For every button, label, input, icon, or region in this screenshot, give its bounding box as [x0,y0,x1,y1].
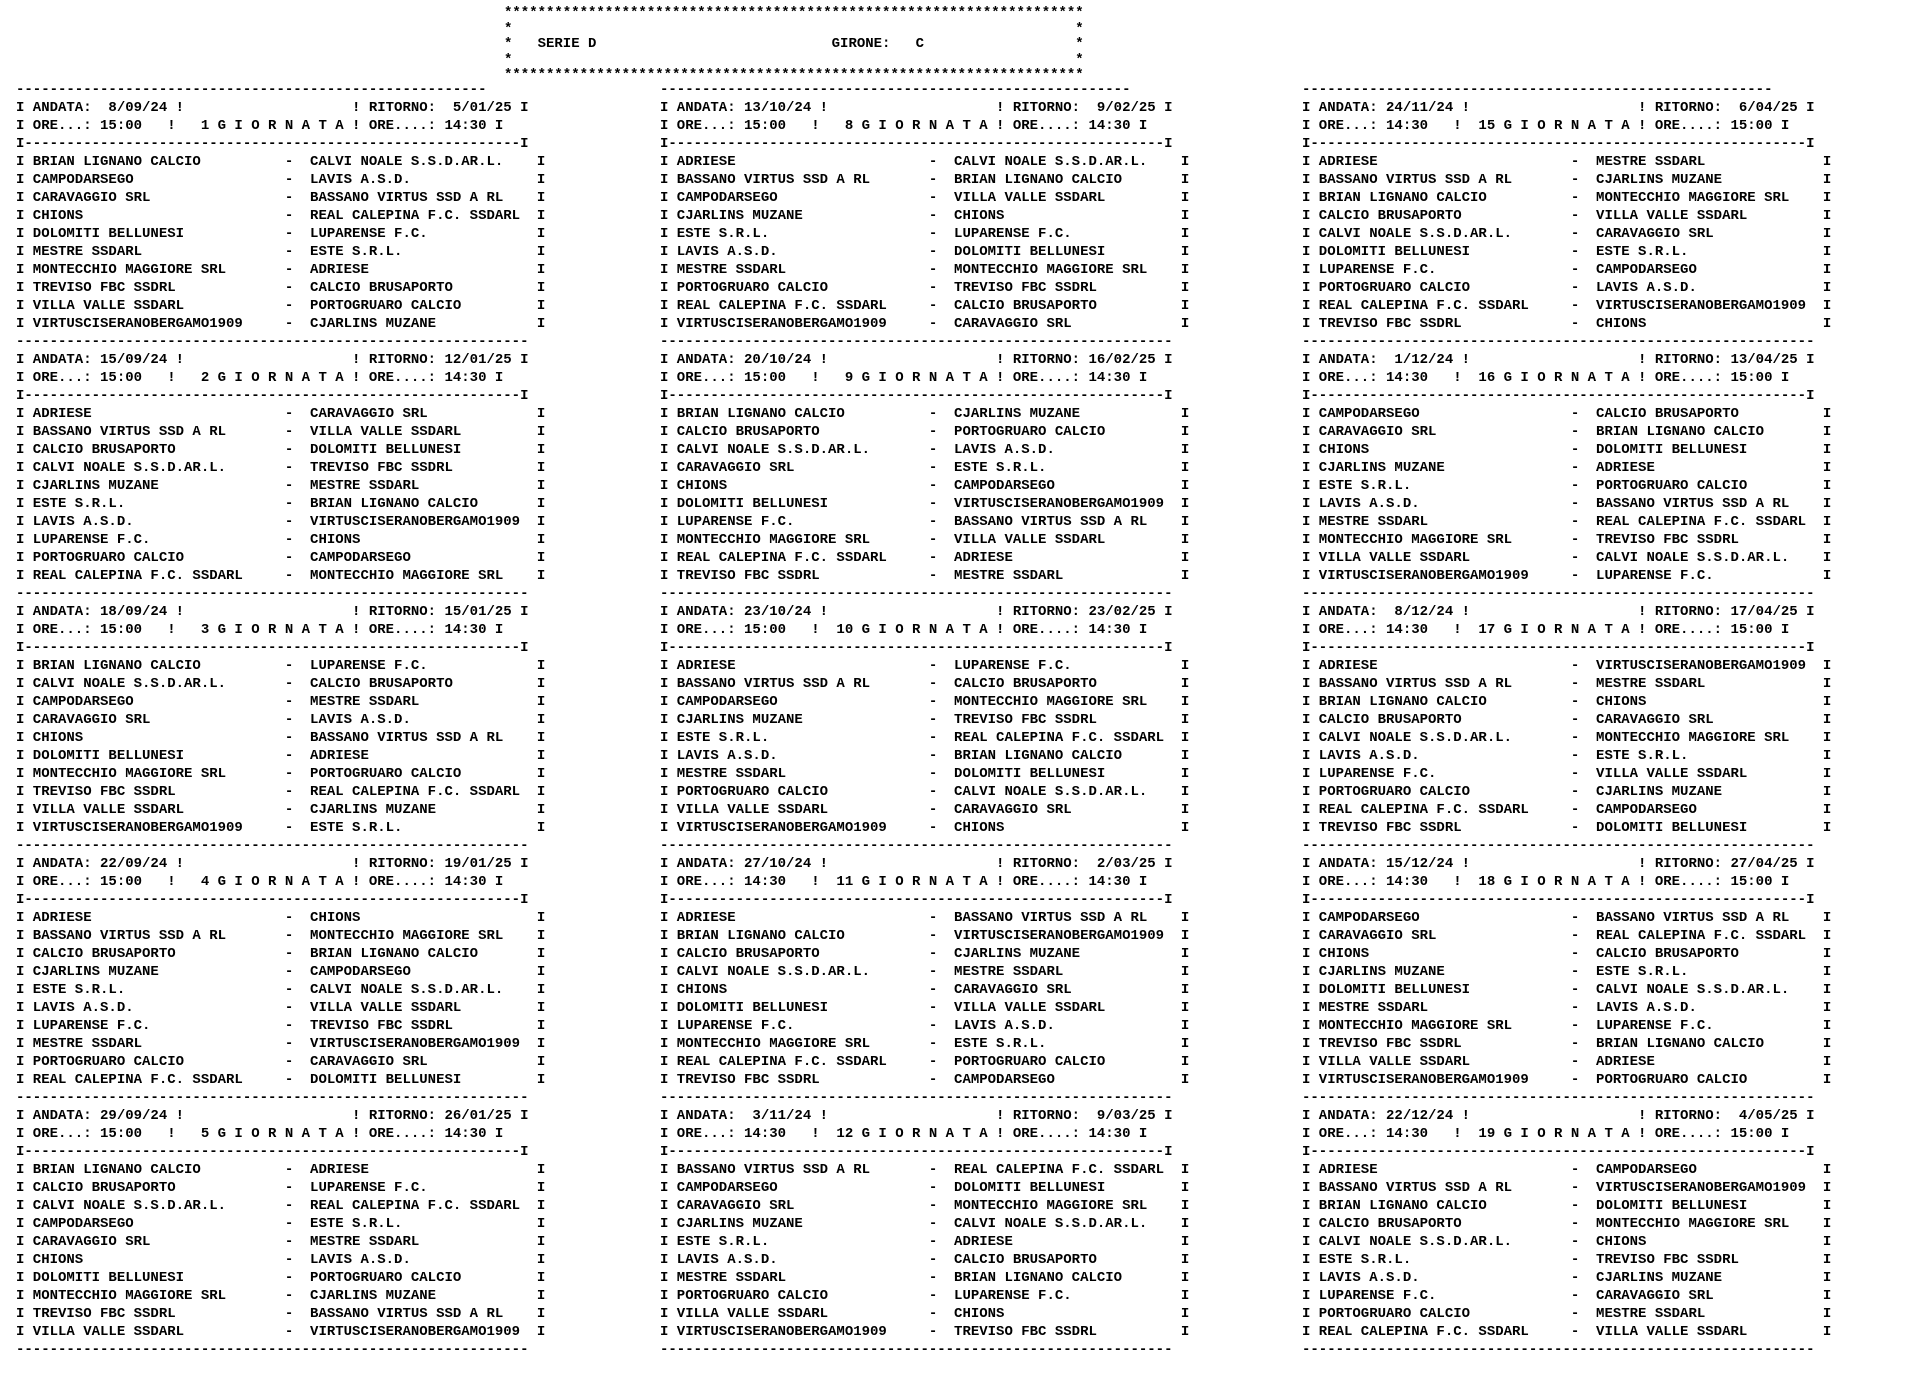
match-row: I VIRTUSCISERANOBERGAMO1909 - LUPARENSE F.C. I [1302,568,1832,584]
match-row: I LUPARENSE F.C. - BASSANO VIRTUS SSD A RL I [660,514,1190,530]
match-row: I PORTOGRUARO CALCIO - CALVI NOALE S.S.D.AR.L. I [660,784,1190,800]
match-row: I CARAVAGGIO SRL - REAL CALEPINA F.C. SSDARL I [1302,928,1832,944]
match-row: I ADRIESE - CAMPODARSEGO I [1302,1162,1832,1178]
divider: I-----------------------------------------------------------I [16,1144,529,1160]
match-row: I BASSANO VIRTUS SSD A RL - REAL CALEPINA F.C. SSDARL I [660,1162,1190,1178]
match-row: I MONTECCHIO MAGGIORE SRL - PORTOGRUARO CALCIO I [16,766,546,782]
divider: ------------------------------------------------------------- [1302,838,1815,854]
match-row: I CJARLINS MUZANE - CHIONS I [660,208,1190,224]
divider: ------------------------------------------------------------- [1302,586,1815,602]
match-row: I TREVISO FBC SSDRL - REAL CALEPINA F.C. SSDARL I [16,784,546,800]
match-row: I BRIAN LIGNANO CALCIO - CJARLINS MUZANE I [660,406,1190,422]
match-row: I BRIAN LIGNANO CALCIO - VIRTUSCISERANOBERGAMO1909 I [660,928,1190,944]
match-row: I CHIONS - DOLOMITI BELLUNESI I [1302,442,1832,458]
round-times-line: I ORE...: 14:30 ! 19 G I O R N A T A ! ORE....: 15:00 I [1302,1126,1790,1142]
round-dates-line: I ANDATA: 13/10/24 ! ! RITORNO: 9/02/25 I [660,100,1173,116]
match-row: I PORTOGRUARO CALCIO - LUPARENSE F.C. I [660,1288,1190,1304]
match-row: I LAVIS A.S.D. - CALCIO BRUSAPORTO I [660,1252,1190,1268]
match-row: I REAL CALEPINA F.C. SSDARL - ADRIESE I [660,550,1190,566]
match-row: I MONTECCHIO MAGGIORE SRL - ESTE S.R.L. I [660,1036,1190,1052]
match-row: I LUPARENSE F.C. - TREVISO FBC SSDRL I [16,1018,546,1034]
match-row: I CALCIO BRUSAPORTO - PORTOGRUARO CALCIO I [660,424,1190,440]
match-row: I LUPARENSE F.C. - CHIONS I [16,532,546,548]
match-row: I TREVISO FBC SSDRL - CAMPODARSEGO I [660,1072,1190,1088]
match-row: I CAMPODARSEGO - MONTECCHIO MAGGIORE SRL I [660,694,1190,710]
match-row: I CALCIO BRUSAPORTO - LUPARENSE F.C. I [16,1180,546,1196]
round-times-line: I ORE...: 14:30 ! 16 G I O R N A T A ! ORE....: 15:00 I [1302,370,1790,386]
match-row: I VIRTUSCISERANOBERGAMO1909 - TREVISO FBC SSDRL I [660,1324,1190,1340]
match-row: I REAL CALEPINA F.C. SSDARL - VILLA VALLE SSDARL I [1302,1324,1832,1340]
match-row: I DOLOMITI BELLUNESI - ADRIESE I [16,748,546,764]
round-11 [660,855,1189,1107]
round-times-line: I ORE...: 15:00 ! 10 G I O R N A T A ! ORE....: 14:30 I [660,622,1148,638]
match-row: I CJARLINS MUZANE - TREVISO FBC SSDRL I [660,712,1190,728]
round-dates-line: I ANDATA: 29/09/24 ! ! RITORNO: 26/01/25 I [16,1108,529,1124]
match-row: I LAVIS A.S.D. - ESTE S.R.L. I [1302,748,1832,764]
match-row: I MESTRE SSDARL - ESTE S.R.L. I [16,244,546,260]
match-row: I CALCIO BRUSAPORTO - MONTECCHIO MAGGIORE SRL I [1302,1216,1832,1232]
match-row: I CJARLINS MUZANE - CALVI NOALE S.S.D.AR.L. I [660,1216,1190,1232]
match-row: I CHIONS - LAVIS A.S.D. I [16,1252,546,1268]
match-row: I VIRTUSCISERANOBERGAMO1909 - CJARLINS MUZANE I [16,316,546,332]
match-row: I ADRIESE - LUPARENSE F.C. I [660,658,1190,674]
match-row: I CALVI NOALE S.S.D.AR.L. - CARAVAGGIO SRL I [1302,226,1832,242]
match-row: I TREVISO FBC SSDRL - CALCIO BRUSAPORTO I [16,280,546,296]
divider: ------------------------------------------------------------- [660,586,1173,602]
round-times-line: I ORE...: 15:00 ! 1 G I O R N A T A ! ORE....: 14:30 I [16,118,504,134]
page-header: ********************************************************************* * * * SERIE D GIRONE: C * * * ********************************************************************* [504,5,1084,83]
match-row: I CHIONS - CARAVAGGIO SRL I [660,982,1190,998]
round-times-line: I ORE...: 15:00 ! 2 G I O R N A T A ! ORE....: 14:30 I [16,370,504,386]
divider: ------------------------------------------------------------- [16,586,529,602]
match-row: I CALCIO BRUSAPORTO - CJARLINS MUZANE I [660,946,1190,962]
match-row: I CHIONS - CAMPODARSEGO I [660,478,1190,494]
match-row: I LUPARENSE F.C. - LAVIS A.S.D. I [660,1018,1190,1034]
round-4 [16,855,545,1107]
round-19 [1302,1107,1831,1359]
match-row: I TREVISO FBC SSDRL - MESTRE SSDARL I [660,568,1190,584]
round-times-line: I ORE...: 14:30 ! 15 G I O R N A T A ! ORE....: 15:00 I [1302,118,1790,134]
divider: ------------------------------------------------------------- [16,1342,529,1358]
match-row: I CJARLINS MUZANE - ESTE S.R.L. I [1302,964,1832,980]
match-row: I LUPARENSE F.C. - CAMPODARSEGO I [1302,262,1832,278]
match-row: I BASSANO VIRTUS SSD A RL - MESTRE SSDARL I [1302,676,1832,692]
match-row: I CALCIO BRUSAPORTO - DOLOMITI BELLUNESI I [16,442,546,458]
divider: I-----------------------------------------------------------I [1302,136,1815,152]
match-row: I BRIAN LIGNANO CALCIO - CALVI NOALE S.S.D.AR.L. I [16,154,546,170]
match-row: I ADRIESE - CARAVAGGIO SRL I [16,406,546,422]
divider: I-----------------------------------------------------------I [660,640,1173,656]
divider: ------------------------------------------------------------- [660,334,1173,350]
round-dates-line: I ANDATA: 22/12/24 ! ! RITORNO: 4/05/25 I [1302,1108,1815,1124]
round-times-line: I ORE...: 14:30 ! 11 G I O R N A T A ! ORE....: 14:30 I [660,874,1148,890]
match-row: I MONTECCHIO MAGGIORE SRL - VILLA VALLE SSDARL I [660,532,1190,548]
divider: -------------------------------------------------------- [1302,82,1773,98]
divider: ------------------------------------------------------------- [1302,1090,1815,1106]
match-row: I VIRTUSCISERANOBERGAMO1909 - CHIONS I [660,820,1190,836]
match-row: I ADRIESE - CHIONS I [16,910,546,926]
match-row: I CAMPODARSEGO - CALCIO BRUSAPORTO I [1302,406,1832,422]
match-row: I TREVISO FBC SSDRL - BRIAN LIGNANO CALCIO I [1302,1036,1832,1052]
round-12 [660,1107,1189,1359]
match-row: I ADRIESE - BASSANO VIRTUS SSD A RL I [660,910,1190,926]
divider: ------------------------------------------------------------- [1302,1342,1815,1358]
round-times-line: I ORE...: 15:00 ! 3 G I O R N A T A ! ORE....: 14:30 I [16,622,504,638]
divider: ------------------------------------------------------------- [660,1342,1173,1358]
match-row: I ADRIESE - MESTRE SSDARL I [1302,154,1832,170]
match-row: I CHIONS - BASSANO VIRTUS SSD A RL I [16,730,546,746]
match-row: I VILLA VALLE SSDARL - CJARLINS MUZANE I [16,802,546,818]
match-row: I ADRIESE - VIRTUSCISERANOBERGAMO1909 I [1302,658,1832,674]
round-18 [1302,855,1831,1107]
match-row: I MESTRE SSDARL - BRIAN LIGNANO CALCIO I [660,1270,1190,1286]
match-row: I PORTOGRUARO CALCIO - CAMPODARSEGO I [16,550,546,566]
match-row: I PORTOGRUARO CALCIO - CARAVAGGIO SRL I [16,1054,546,1070]
round-2 [16,351,545,603]
match-row: I PORTOGRUARO CALCIO - MESTRE SSDARL I [1302,1306,1832,1322]
divider: I-----------------------------------------------------------I [1302,1144,1815,1160]
match-row: I BRIAN LIGNANO CALCIO - DOLOMITI BELLUNESI I [1302,1198,1832,1214]
round-8 [660,99,1189,351]
match-row: I PORTOGRUARO CALCIO - TREVISO FBC SSDRL I [660,280,1190,296]
match-row: I CAMPODARSEGO - DOLOMITI BELLUNESI I [660,1180,1190,1196]
match-row: I CJARLINS MUZANE - MESTRE SSDARL I [16,478,546,494]
round-15 [1302,99,1831,351]
match-row: I BRIAN LIGNANO CALCIO - ADRIESE I [16,1162,546,1178]
match-row: I ESTE S.R.L. - ADRIESE I [660,1234,1190,1250]
match-row: I DOLOMITI BELLUNESI - CALVI NOALE S.S.D.AR.L. I [1302,982,1832,998]
divider: ------------------------------------------------------------- [660,1090,1173,1106]
match-row: I LAVIS A.S.D. - DOLOMITI BELLUNESI I [660,244,1190,260]
match-row: I MESTRE SSDARL - MONTECCHIO MAGGIORE SRL I [660,262,1190,278]
round-17 [1302,603,1831,855]
match-row: I ESTE S.R.L. - TREVISO FBC SSDRL I [1302,1252,1832,1268]
divider: I-----------------------------------------------------------I [660,892,1173,908]
match-row: I ESTE S.R.L. - PORTOGRUARO CALCIO I [1302,478,1832,494]
match-row: I CAMPODARSEGO - ESTE S.R.L. I [16,1216,546,1232]
round-dates-line: I ANDATA: 8/12/24 ! ! RITORNO: 17/04/25 I [1302,604,1815,620]
match-row: I CALVI NOALE S.S.D.AR.L. - CALCIO BRUSAPORTO I [16,676,546,692]
match-row: I LAVIS A.S.D. - VILLA VALLE SSDARL I [16,1000,546,1016]
divider: I-----------------------------------------------------------I [660,388,1173,404]
match-row: I LUPARENSE F.C. - VILLA VALLE SSDARL I [1302,766,1832,782]
match-row: I VIRTUSCISERANOBERGAMO1909 - CARAVAGGIO SRL I [660,316,1190,332]
match-row: I REAL CALEPINA F.C. SSDARL - DOLOMITI BELLUNESI I [16,1072,546,1088]
match-row: I BASSANO VIRTUS SSD A RL - CJARLINS MUZANE I [1302,172,1832,188]
round-dates-line: I ANDATA: 1/12/24 ! ! RITORNO: 13/04/25 I [1302,352,1815,368]
round-dates-line: I ANDATA: 3/11/24 ! ! RITORNO: 9/03/25 I [660,1108,1173,1124]
divider: I-----------------------------------------------------------I [16,892,529,908]
round-10 [660,603,1189,855]
match-row: I REAL CALEPINA F.C. SSDARL - MONTECCHIO MAGGIORE SRL I [16,568,546,584]
match-row: I CARAVAGGIO SRL - BRIAN LIGNANO CALCIO I [1302,424,1832,440]
match-row: I REAL CALEPINA F.C. SSDARL - PORTOGRUARO CALCIO I [660,1054,1190,1070]
match-row: I CAMPODARSEGO - LAVIS A.S.D. I [16,172,546,188]
match-row: I BASSANO VIRTUS SSD A RL - BRIAN LIGNANO CALCIO I [660,172,1190,188]
match-row: I CARAVAGGIO SRL - LAVIS A.S.D. I [16,712,546,728]
match-row: I CALVI NOALE S.S.D.AR.L. - REAL CALEPINA F.C. SSDARL I [16,1198,546,1214]
round-3 [16,603,545,855]
match-row: I BASSANO VIRTUS SSD A RL - MONTECCHIO MAGGIORE SRL I [16,928,546,944]
divider: -------------------------------------------------------- [660,82,1131,98]
match-row: I BASSANO VIRTUS SSD A RL - CALCIO BRUSAPORTO I [660,676,1190,692]
match-row: I CALCIO BRUSAPORTO - BRIAN LIGNANO CALCIO I [16,946,546,962]
divider: I-----------------------------------------------------------I [1302,388,1815,404]
divider: I-----------------------------------------------------------I [16,388,529,404]
divider: I-----------------------------------------------------------I [16,640,529,656]
match-row: I REAL CALEPINA F.C. SSDARL - CALCIO BRUSAPORTO I [660,298,1190,314]
divider: I-----------------------------------------------------------I [16,136,529,152]
match-row: I VILLA VALLE SSDARL - PORTOGRUARO CALCIO I [16,298,546,314]
match-row: I CARAVAGGIO SRL - MONTECCHIO MAGGIORE SRL I [660,1198,1190,1214]
match-row: I CALVI NOALE S.S.D.AR.L. - CHIONS I [1302,1234,1832,1250]
match-row: I ADRIESE - CALVI NOALE S.S.D.AR.L. I [660,154,1190,170]
match-row: I DOLOMITI BELLUNESI - PORTOGRUARO CALCIO I [16,1270,546,1286]
match-row: I CALVI NOALE S.S.D.AR.L. - MESTRE SSDARL I [660,964,1190,980]
match-row: I CAMPODARSEGO - BASSANO VIRTUS SSD A RL I [1302,910,1832,926]
match-row: I ESTE S.R.L. - BRIAN LIGNANO CALCIO I [16,496,546,512]
match-row: I ESTE S.R.L. - LUPARENSE F.C. I [660,226,1190,242]
match-row: I VILLA VALLE SSDARL - VIRTUSCISERANOBERGAMO1909 I [16,1324,546,1340]
match-row: I CAMPODARSEGO - VILLA VALLE SSDARL I [660,190,1190,206]
match-row: I REAL CALEPINA F.C. SSDARL - VIRTUSCISERANOBERGAMO1909 I [1302,298,1832,314]
round-dates-line: I ANDATA: 15/12/24 ! ! RITORNO: 27/04/25 I [1302,856,1815,872]
match-row: I LAVIS A.S.D. - BASSANO VIRTUS SSD A RL I [1302,496,1832,512]
match-row: I VILLA VALLE SSDARL - ADRIESE I [1302,1054,1832,1070]
divider: I-----------------------------------------------------------I [660,1144,1173,1160]
match-row: I CARAVAGGIO SRL - BASSANO VIRTUS SSD A RL I [16,190,546,206]
match-row: I MESTRE SSDARL - DOLOMITI BELLUNESI I [660,766,1190,782]
match-row: I BRIAN LIGNANO CALCIO - MONTECCHIO MAGGIORE SRL I [1302,190,1832,206]
match-row: I LAVIS A.S.D. - BRIAN LIGNANO CALCIO I [660,748,1190,764]
divider: I-----------------------------------------------------------I [1302,892,1815,908]
match-row: I MONTECCHIO MAGGIORE SRL - ADRIESE I [16,262,546,278]
match-row: I MESTRE SSDARL - REAL CALEPINA F.C. SSDARL I [1302,514,1832,530]
match-row: I PORTOGRUARO CALCIO - CJARLINS MUZANE I [1302,784,1832,800]
match-row: I ESTE S.R.L. - REAL CALEPINA F.C. SSDARL I [660,730,1190,746]
match-row: I VIRTUSCISERANOBERGAMO1909 - PORTOGRUARO CALCIO I [1302,1072,1832,1088]
match-row: I VIRTUSCISERANOBERGAMO1909 - ESTE S.R.L. I [16,820,546,836]
match-row: I CJARLINS MUZANE - ADRIESE I [1302,460,1832,476]
round-1 [16,99,545,351]
round-dates-line: I ANDATA: 27/10/24 ! ! RITORNO: 2/03/25 I [660,856,1173,872]
round-dates-line: I ANDATA: 24/11/24 ! ! RITORNO: 6/04/25 I [1302,100,1815,116]
match-row: I LAVIS A.S.D. - VIRTUSCISERANOBERGAMO1909 I [16,514,546,530]
match-row: I LUPARENSE F.C. - CARAVAGGIO SRL I [1302,1288,1832,1304]
round-times-line: I ORE...: 14:30 ! 12 G I O R N A T A ! ORE....: 14:30 I [660,1126,1148,1142]
match-row: I REAL CALEPINA F.C. SSDARL - CAMPODARSEGO I [1302,802,1832,818]
round-times-line: I ORE...: 15:00 ! 9 G I O R N A T A ! ORE....: 14:30 I [660,370,1148,386]
match-row: I CALVI NOALE S.S.D.AR.L. - TREVISO FBC SSDRL I [16,460,546,476]
divider: -------------------------------------------------------- [16,82,487,98]
match-row: I CARAVAGGIO SRL - MESTRE SSDARL I [16,1234,546,1250]
divider: ------------------------------------------------------------- [16,838,529,854]
match-row: I CHIONS - REAL CALEPINA F.C. SSDARL I [16,208,546,224]
match-row: I ESTE S.R.L. - CALVI NOALE S.S.D.AR.L. I [16,982,546,998]
match-row: I TREVISO FBC SSDRL - BASSANO VIRTUS SSD A RL I [16,1306,546,1322]
match-row: I CAMPODARSEGO - MESTRE SSDARL I [16,694,546,710]
round-dates-line: I ANDATA: 8/09/24 ! ! RITORNO: 5/01/25 I [16,100,529,116]
match-row: I TREVISO FBC SSDRL - DOLOMITI BELLUNESI I [1302,820,1832,836]
match-row: I CALCIO BRUSAPORTO - CARAVAGGIO SRL I [1302,712,1832,728]
round-times-line: I ORE...: 15:00 ! 8 G I O R N A T A ! ORE....: 14:30 I [660,118,1148,134]
divider: I-----------------------------------------------------------I [1302,640,1815,656]
match-row: I VILLA VALLE SSDARL - CHIONS I [660,1306,1190,1322]
divider: ------------------------------------------------------------- [660,838,1173,854]
round-times-line: I ORE...: 14:30 ! 18 G I O R N A T A ! ORE....: 15:00 I [1302,874,1790,890]
match-row: I BASSANO VIRTUS SSD A RL - VIRTUSCISERANOBERGAMO1909 I [1302,1180,1832,1196]
match-row: I PORTOGRUARO CALCIO - LAVIS A.S.D. I [1302,280,1832,296]
match-row: I DOLOMITI BELLUNESI - ESTE S.R.L. I [1302,244,1832,260]
match-row: I CJARLINS MUZANE - CAMPODARSEGO I [16,964,546,980]
match-row: I CHIONS - CALCIO BRUSAPORTO I [1302,946,1832,962]
round-9 [660,351,1189,603]
match-row: I MONTECCHIO MAGGIORE SRL - TREVISO FBC SSDRL I [1302,532,1832,548]
match-row: I LAVIS A.S.D. - CJARLINS MUZANE I [1302,1270,1832,1286]
round-dates-line: I ANDATA: 15/09/24 ! ! RITORNO: 12/01/25 I [16,352,529,368]
match-row: I TREVISO FBC SSDRL - CHIONS I [1302,316,1832,332]
match-row: I BASSANO VIRTUS SSD A RL - VILLA VALLE SSDARL I [16,424,546,440]
divider: ------------------------------------------------------------- [1302,334,1815,350]
match-row: I BRIAN LIGNANO CALCIO - CHIONS I [1302,694,1832,710]
round-times-line: I ORE...: 15:00 ! 5 G I O R N A T A ! ORE....: 14:30 I [16,1126,504,1142]
match-row: I VILLA VALLE SSDARL - CALVI NOALE S.S.D.AR.L. I [1302,550,1832,566]
match-row: I BRIAN LIGNANO CALCIO - LUPARENSE F.C. I [16,658,546,674]
round-times-line: I ORE...: 14:30 ! 17 G I O R N A T A ! ORE....: 15:00 I [1302,622,1790,638]
divider: I-----------------------------------------------------------I [660,136,1173,152]
match-row: I DOLOMITI BELLUNESI - VIRTUSCISERANOBERGAMO1909 I [660,496,1190,512]
round-times-line: I ORE...: 15:00 ! 4 G I O R N A T A ! ORE....: 14:30 I [16,874,504,890]
match-row: I MONTECCHIO MAGGIORE SRL - CJARLINS MUZANE I [16,1288,546,1304]
round-16 [1302,351,1831,603]
match-row: I MESTRE SSDARL - LAVIS A.S.D. I [1302,1000,1832,1016]
divider: ------------------------------------------------------------- [16,1090,529,1106]
divider: ------------------------------------------------------------- [16,334,529,350]
match-row: I CARAVAGGIO SRL - ESTE S.R.L. I [660,460,1190,476]
match-row: I CALCIO BRUSAPORTO - VILLA VALLE SSDARL I [1302,208,1832,224]
match-row: I VILLA VALLE SSDARL - CARAVAGGIO SRL I [660,802,1190,818]
match-row: I CALVI NOALE S.S.D.AR.L. - MONTECCHIO MAGGIORE SRL I [1302,730,1832,746]
match-row: I MONTECCHIO MAGGIORE SRL - LUPARENSE F.C. I [1302,1018,1832,1034]
match-row: I DOLOMITI BELLUNESI - LUPARENSE F.C. I [16,226,546,242]
round-dates-line: I ANDATA: 23/10/24 ! ! RITORNO: 23/02/25 I [660,604,1173,620]
round-5 [16,1107,545,1359]
round-dates-line: I ANDATA: 20/10/24 ! ! RITORNO: 16/02/25 I [660,352,1173,368]
match-row: I MESTRE SSDARL - VIRTUSCISERANOBERGAMO1909 I [16,1036,546,1052]
round-dates-line: I ANDATA: 18/09/24 ! ! RITORNO: 15/01/25 I [16,604,529,620]
match-row: I DOLOMITI BELLUNESI - VILLA VALLE SSDARL I [660,1000,1190,1016]
match-row: I CALVI NOALE S.S.D.AR.L. - LAVIS A.S.D. I [660,442,1190,458]
round-dates-line: I ANDATA: 22/09/24 ! ! RITORNO: 19/01/25 I [16,856,529,872]
